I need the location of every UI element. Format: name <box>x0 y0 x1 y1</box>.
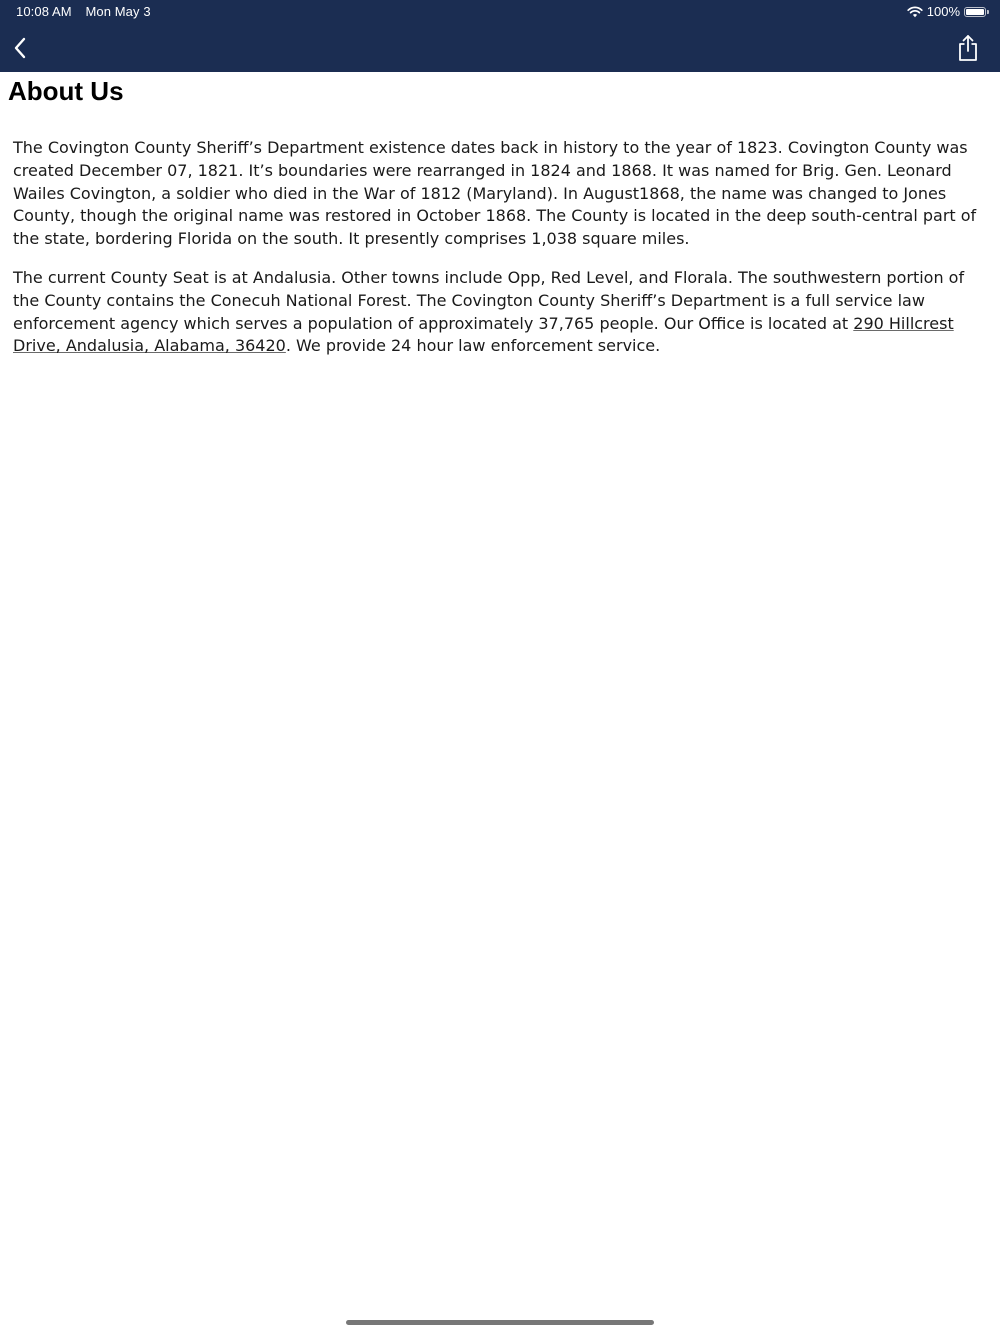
status-bar-left <box>16 4 151 19</box>
about-content <box>13 137 988 374</box>
status-bar-right <box>907 4 986 19</box>
about-paragraph-county <box>13 267 988 358</box>
chevron-left-icon <box>13 37 27 59</box>
navigation-bar <box>0 0 1000 72</box>
home-indicator[interactable] <box>346 1320 654 1325</box>
paragraph-text-end: . We provide 24 hour law enforcement service. <box>285 336 661 356</box>
battery-level <box>966 9 984 15</box>
back-button[interactable] <box>6 32 34 64</box>
page-title: About Us <box>8 76 124 106</box>
wifi-icon <box>907 6 923 18</box>
battery-percentage: 100% <box>926 4 960 19</box>
about-paragraph-history: The Covington County Sheriff’s Department existence dates back in history to the year of 1823. Covington County was created December 07, 1821. It’s boundaries were rearranged in 1824 and 1868. It was named for Brig. Gen. Leonard Wailes Covington, a soldier who died in the War of 1812 (Maryland). In August1868, the name was changed to Jones County, though the original name was restored in October 1868. The County is located in the deep south-central part of the state, bordering Florida on the south. It presently comprises 1,038 square miles. <box>13 138 977 249</box>
address-link[interactable]: 290 Hillcrest Drive, Andalusia, Alabama, 36420 <box>13 313 954 356</box>
battery-icon <box>964 7 986 17</box>
status-time: 10:08 AM <box>16 4 72 19</box>
share-button[interactable] <box>954 32 982 64</box>
status-date: Mon May 3 <box>85 4 151 19</box>
share-icon <box>957 34 979 62</box>
paragraph-text: The current County Seat is at Andalusia. Other towns include Opp, Red Level, and Florala. The southwestern portion of the County contains the Conecuh National Forest. The Covington County Sheriff’s Department is a full service law enforcement agency which serves a population of approximately 37,765 people. Our Office is located at <box>13 267 965 333</box>
